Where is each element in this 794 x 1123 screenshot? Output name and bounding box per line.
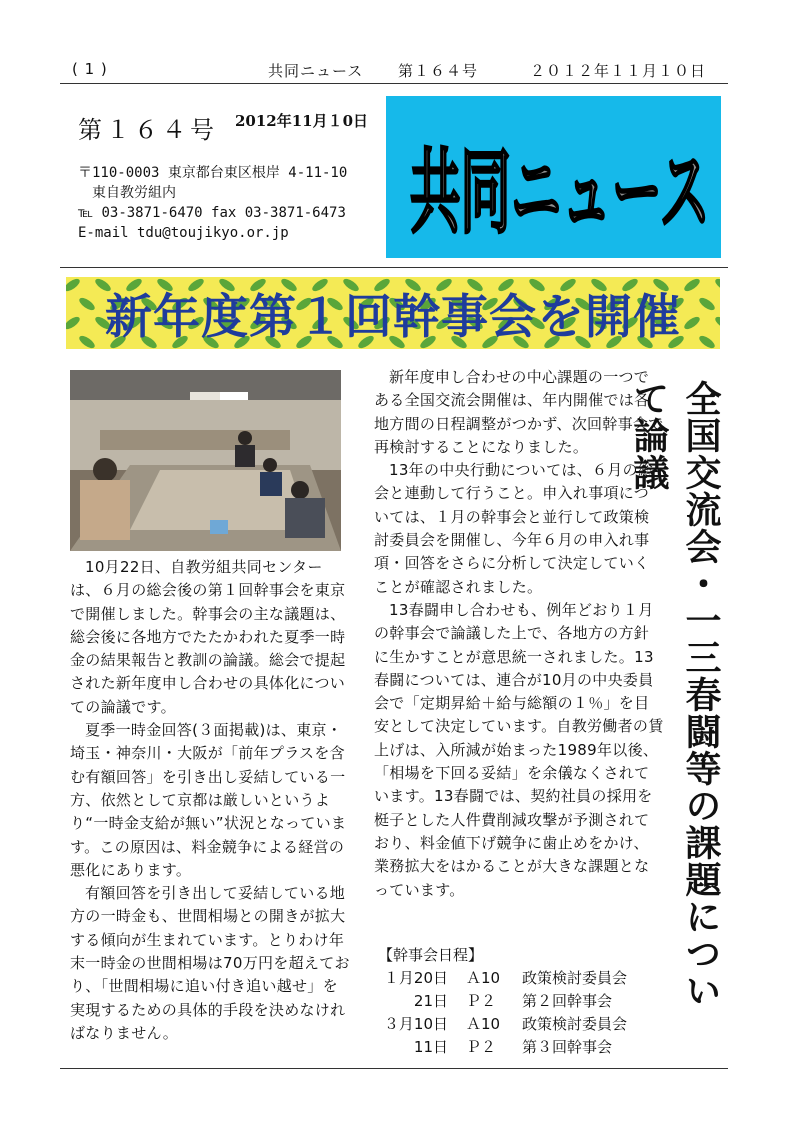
- headline: 新年度第１回幹事会を開催: [105, 289, 681, 345]
- paragraph: 13年の中央行動については、６月の総会と連動して行うこと。申入れ事項については、１月の幹事会と並行して政策検討委員会を開催し、今年６月の申入れ事項・回答をさらに分析して決定していくことが確認されました。: [374, 461, 654, 596]
- logo-graphic: [386, 96, 721, 258]
- masthead-divider: [60, 267, 728, 268]
- paragraph: 有額回答を引き出して妥結している地方の一時金も、世間相場との開きが拡大する傾向が生まれています。とりわけ年末一時金の世間相場は70万円を超えており、「世間相場に追い付き追い越せ」を実現するための具体的手段を決めなければなりません。: [70, 884, 350, 1042]
- address-line: 東自教労組内: [78, 185, 176, 201]
- masthead-logo: [386, 96, 721, 258]
- logo-text: 共同ニュース: [410, 139, 710, 246]
- paragraph: 新年度申し合わせの中心課題の一つである全国交流会開催は、年内開催では各地方間の日程調整がつかず、次回幹事会で再検討することになりました。: [374, 368, 664, 456]
- masthead-issue: 第１６４号: [78, 116, 218, 144]
- header-divider: [60, 83, 728, 84]
- header-date: ２０１２年１１月１０日: [530, 62, 707, 80]
- address-line: 〒110-0003 東京都台東区根岸 4-11-10: [78, 165, 348, 181]
- footer-divider: [60, 1068, 728, 1069]
- left-article: [70, 556, 350, 1045]
- paragraph: 夏季一時金回答(３面掲載)は、東京・埼玉・神奈川・大阪が「前年プラスを含む有額回答」を引き出し妥結している一方、依然として京都は厳しいというより“一時金支給が無い”状況となっています。この原因は、料金競争による経営の悪化にあります。: [70, 721, 347, 879]
- masthead-date: 2012年11月１0日: [235, 112, 369, 130]
- address-line: E-mail tdu@toujikyo.or.jp: [78, 225, 289, 241]
- schedule-row: １月20日 Ａ10 政策検討委員会: [383, 969, 628, 987]
- schedule: [378, 944, 627, 1059]
- schedule-title: 【幹事会日程】: [378, 946, 484, 964]
- paragraph: 10月22日、自教労組共同センターは、６月の総会後の第１回幹事会を東京で開催しました。幹事会の主な議題は、総会後に各地方でたたかわれた夏季一時金の結果報告と教訓の論議。総会で提起された新年度申し合わせの具体化についての論議です。: [70, 558, 346, 716]
- header-paper-name: 共同ニュース: [268, 62, 364, 80]
- schedule-row: 11日 Ｐ２ 第３回幹事会: [413, 1038, 613, 1056]
- schedule-row: ３月10日 Ａ10 政策検討委員会: [383, 1015, 628, 1033]
- meeting-photo: [70, 370, 341, 551]
- schedule-row: 21日 Ｐ２ 第２回幹事会: [413, 992, 613, 1010]
- paragraph: 13春闘申し合わせも、例年どおり１月の幹事会で論議した上で、各地方の方針に生かすことが意思統一されました。13春闘については、連合が10月の中央委員会で「定期昇給＋給与総額の１％」を目安として決定しています。自教労働者の賃上げは、入所減が始まった1989年以後、「相場を下回る妥結」を余儀なくされています。13春闘では、契約社員の採用を梃子とした人件費削減攻撃が予測されており、料金値下げ競争に歯止めをかけ、業務拡大をはかることが大きな課題となっています。: [374, 600, 664, 899]
- header-issue: 第１６４号: [398, 62, 479, 80]
- right-article: [374, 366, 664, 902]
- page-number: ( 1 ): [72, 60, 108, 78]
- address-line: ℡ 03-3871-6470 fax 03-3871-6473: [78, 205, 346, 221]
- vertical-title: 全国交流会・一三春闘等の課題について論議: [628, 380, 722, 1009]
- headline-banner: [66, 277, 720, 349]
